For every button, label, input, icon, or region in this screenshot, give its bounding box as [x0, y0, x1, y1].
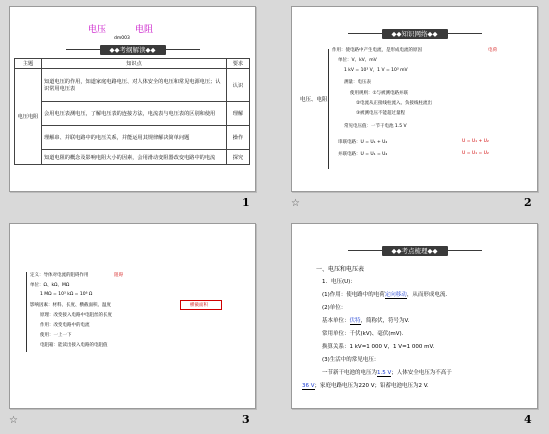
line-text: ；家庭电路电压为220 V；铅蓄电池电压为2 V.	[314, 383, 429, 389]
mindmap-line: 定义：导体对电流的阻碍作用	[30, 273, 89, 278]
table-cell: 知道电阻的概念及影响电阻大小的因素，会用滑动变阻器改变电路中的电流	[42, 150, 227, 165]
mindmap-line: 常见电压值：一节干电池 1.5 V	[344, 124, 407, 129]
slide2-banner: ◆◆知识网络◆◆	[382, 29, 448, 39]
mindmap-brace	[26, 272, 27, 352]
mindmap-red-term: 电荷	[488, 48, 497, 53]
table-header-row	[15, 59, 250, 69]
slide1-title-left: 电压	[88, 25, 107, 35]
slide1-banner: ◆◆考纲解读◆◆	[100, 45, 166, 55]
table-cell: 操作	[227, 126, 250, 150]
line-highlight: 定向移动	[384, 292, 407, 298]
slide4-banner: ◆◆考点梳理◆◆	[382, 246, 448, 256]
slide4-line	[322, 368, 452, 376]
mindmap-line: 原理：改变接入电路中电阻丝的长度	[40, 313, 112, 318]
slide4-line	[322, 277, 356, 285]
slide-thumbnail-1[interactable]	[9, 6, 256, 192]
line-text: 常用单位：千伏(kV)、毫伏(mV).	[322, 331, 404, 337]
syllabus-table	[14, 58, 250, 165]
slide4-line	[322, 342, 434, 350]
line-text: ，从而形成电流.	[406, 292, 448, 298]
table-cell: 理解	[227, 102, 250, 126]
slide1-title-right: 电阻	[135, 25, 154, 35]
mindmap-line: 测量：电压表	[344, 80, 371, 85]
table-cell: 知道电压的作用，知道家庭电路电压、对人体安全的电压和常见电源电压；认识常用电压表	[42, 69, 227, 102]
table-cell: 探究	[227, 150, 250, 165]
red-highlight-box	[180, 300, 222, 310]
table-header: 知识点	[42, 59, 227, 69]
line-text: 基本单位：	[322, 318, 350, 324]
mindmap-brace	[328, 49, 329, 169]
table-row	[15, 126, 250, 150]
slide4-line	[322, 355, 379, 363]
slide4-line	[322, 303, 346, 311]
slide1-subtitle: dm003	[114, 36, 130, 41]
table-cell: 理解串、并联电路中的电压关系，并能运用其规律解决简单问题	[42, 126, 227, 150]
table-topic-cell: 电压电阻	[15, 69, 42, 165]
table-cell: 会用电压表测电压，了解电压表的连接方法，电流表与电压表的区别和使用	[42, 102, 227, 126]
mindmap-line: 串联电路：U = U₁ + U₂	[338, 140, 388, 145]
slide4-line	[322, 329, 403, 337]
table-header: 要求	[227, 59, 250, 69]
table-cell: 认识	[227, 69, 250, 102]
mindmap-line: ③被测电压不能超过量程	[356, 111, 406, 116]
slide-number-3: 3	[242, 413, 250, 426]
mindmap-line: 使用：一上一下	[40, 333, 72, 338]
line-text: ；人体安全电压为不高于	[391, 370, 452, 376]
table-row	[15, 150, 250, 165]
mindmap-red-term: 横截面积	[190, 303, 208, 308]
slide-number-1: 1	[242, 196, 250, 209]
mindmap-red-term: U = U₁ = U₂	[462, 151, 489, 156]
slide4-line	[322, 290, 447, 298]
mindmap-line: ②电流从正接线柱流入、负接线柱流出	[356, 101, 433, 106]
slide-number-4: 4	[524, 413, 532, 426]
mindmap-center: 电压、电阻	[300, 97, 328, 103]
line-highlight: 36 V	[302, 383, 315, 389]
line-text: (2)单位：	[322, 305, 347, 311]
mindmap-line: 单位：Ω、kΩ、MΩ	[30, 283, 70, 288]
mindmap-line: 电阻箱：能读出接入电路的电阻值	[40, 343, 108, 348]
line-highlight: 1.5 V	[377, 370, 392, 376]
mindmap-line: 并联电路：U = U₁ = U₂	[338, 152, 388, 157]
mindmap-line: 作用：使电路中产生电流，是形成电流的原因	[332, 48, 422, 53]
slide-thumbnail-2[interactable]	[291, 6, 538, 192]
line-text: 一节新干电池的电压为	[322, 370, 378, 376]
line-text: 1．电压(U)：	[322, 279, 356, 285]
mindmap-red-term: 阻碍	[114, 273, 123, 278]
table-row	[15, 102, 250, 126]
slide4-line	[302, 381, 429, 389]
slide-thumbnail-4[interactable]	[291, 223, 538, 409]
line-text: (3)生活中的常见电压：	[322, 357, 380, 363]
mindmap-line: 影响因素：材料、长度、横截面积、温度	[30, 303, 111, 308]
line-text: 换算关系：1 kV=1 000 V，1 V=1 000 mV.	[322, 344, 435, 350]
slide-transition-icon: ☆	[9, 415, 18, 426]
slide4-heading: 一、电压和电压表	[316, 266, 365, 273]
line-text: ，简称伏，符号为V.	[360, 318, 410, 324]
line-highlight: 伏特	[349, 318, 361, 324]
table-header: 主题	[15, 59, 42, 69]
mindmap-line: 1 kV = 10³ V，1 V = 10³ mV	[344, 68, 408, 73]
slide-transition-icon: ☆	[291, 198, 300, 209]
mindmap-line: 使用规则：①与被测电路并联	[350, 91, 409, 96]
line-text: (1)作用：使电路中的电荷	[322, 292, 385, 298]
slide4-line	[322, 316, 409, 324]
mindmap-line: 单位：V、kV、mV	[338, 58, 377, 63]
slide-number-2: 2	[524, 196, 532, 209]
table-row	[15, 69, 250, 102]
slide-thumbnail-3[interactable]	[9, 223, 256, 409]
mindmap-line: 作用：改变电路中的电流	[40, 323, 90, 328]
mindmap-line: 1 MΩ = 10³ kΩ = 10⁶ Ω	[40, 292, 93, 297]
mindmap-red-term: U = U₁ + U₂	[462, 139, 489, 144]
